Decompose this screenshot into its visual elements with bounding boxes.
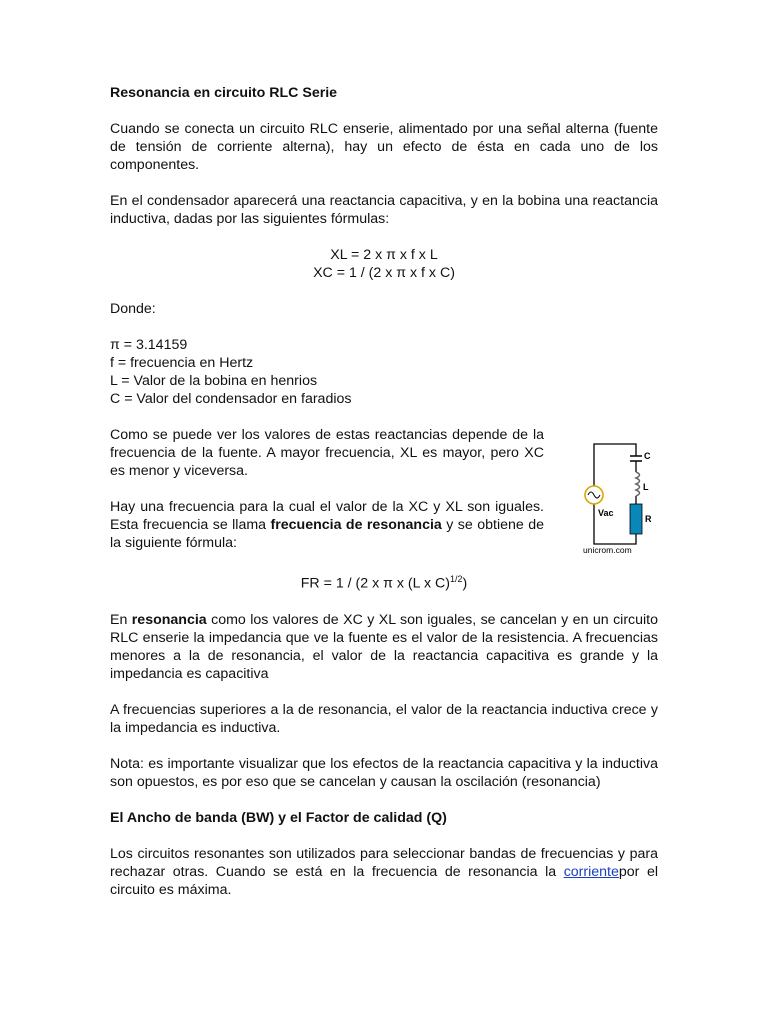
formula-fr-main: FR = 1 / (2 x π x (L x C) bbox=[300, 575, 450, 592]
corriente-link[interactable]: corriente bbox=[563, 863, 619, 880]
paragraph: A frecuencias superiores a la de resonancia, el valor de la reactancia inductiva crece y la impedancia es inductiva. bbox=[110, 701, 658, 736]
paragraph: En el condensador aparecerá una reactancia capacitiva, y en la bobina una reactancia inductiva, dadas por las siguientes fórmulas: bbox=[110, 193, 658, 227]
source-label: Vac bbox=[598, 508, 614, 518]
text: como los valores de XC y XL son iguales, se cancelan y en un circuito RLC enserie la impedancia que ve la fuente es el valor de la resistencia. A frecuencias menores a la de resonancia, el valor de la reactancia capacitiva es grande y la impedancia es capacitiva bbox=[110, 611, 659, 682]
rlc-circuit-diagram bbox=[580, 442, 660, 554]
document-page bbox=[110, 84, 658, 899]
paragraph bbox=[110, 845, 658, 899]
formula-fr-close: ) bbox=[462, 575, 468, 592]
resistor-label: R bbox=[645, 514, 652, 524]
capacitor-label: C bbox=[644, 451, 651, 461]
paragraph bbox=[110, 611, 658, 683]
paragraph: Cuando se conecta un circuito RLC enserie, alimentado por una señal alterna (fuente de tensión de corriente alterna), hay un efecto de ésta en cada uno de los componentes. bbox=[110, 121, 658, 173]
paragraph: Como se puede ver los valores de estas reactancias depende de la frecuencia de la fuente. A mayor frecuencia, XL es mayor, pero XC es menor y viceversa. bbox=[110, 427, 544, 479]
text: Hay una frecuencia para la cual el valor de la XC y XL son iguales. Esta frecuencia se llama bbox=[110, 499, 544, 533]
text: por el circuito es máxima. bbox=[110, 863, 658, 898]
ac-source-symbol bbox=[585, 486, 603, 504]
section-heading: Resonancia en circuito RLC Serie bbox=[110, 85, 338, 101]
formula-fr bbox=[110, 570, 658, 593]
formula-xl: XL = 2 x π x f x L bbox=[330, 247, 438, 263]
inductor-symbol bbox=[636, 472, 640, 496]
paragraph: Nota: es importante visualizar que los efectos de la reactancia capacitiva y la inductiva son opuestos, es por eso que se cancelan y causan la oscilación (resonancia) bbox=[110, 755, 658, 790]
section-heading: El Ancho de banda (BW) y el Factor de calidad (Q) bbox=[110, 809, 447, 826]
inductor-label: L bbox=[643, 482, 649, 492]
text: y se obtiene de la siguiente fórmula: bbox=[110, 517, 544, 551]
formula-fr-exponent: 1/2 bbox=[449, 574, 463, 584]
formula-xc: XC = 1 / (2 x π x f x C) bbox=[313, 265, 455, 281]
definition-f: f = frecuencia en Hertz bbox=[110, 355, 254, 371]
paragraph bbox=[110, 498, 544, 552]
resistor-symbol bbox=[630, 504, 642, 534]
text: En bbox=[110, 611, 132, 628]
definition-c: C = Valor del condensador en faradios bbox=[110, 391, 352, 407]
bold-term: frecuencia de resonancia bbox=[270, 517, 442, 533]
donde-label: Donde: bbox=[110, 301, 156, 317]
bold-term: resonancia bbox=[131, 611, 207, 628]
diagram-credit: unicrom.com bbox=[583, 545, 632, 554]
text: Los circuitos resonantes son utilizados para seleccionar bandas de frecuencias y para rechazar otras. Cuando se está en la frecuencia de resonancia la bbox=[110, 845, 658, 880]
capacitor-symbol bbox=[630, 456, 642, 461]
definition-l: L = Valor de la bobina en henrios bbox=[110, 373, 318, 389]
definition-pi: π = 3.14159 bbox=[110, 337, 188, 353]
